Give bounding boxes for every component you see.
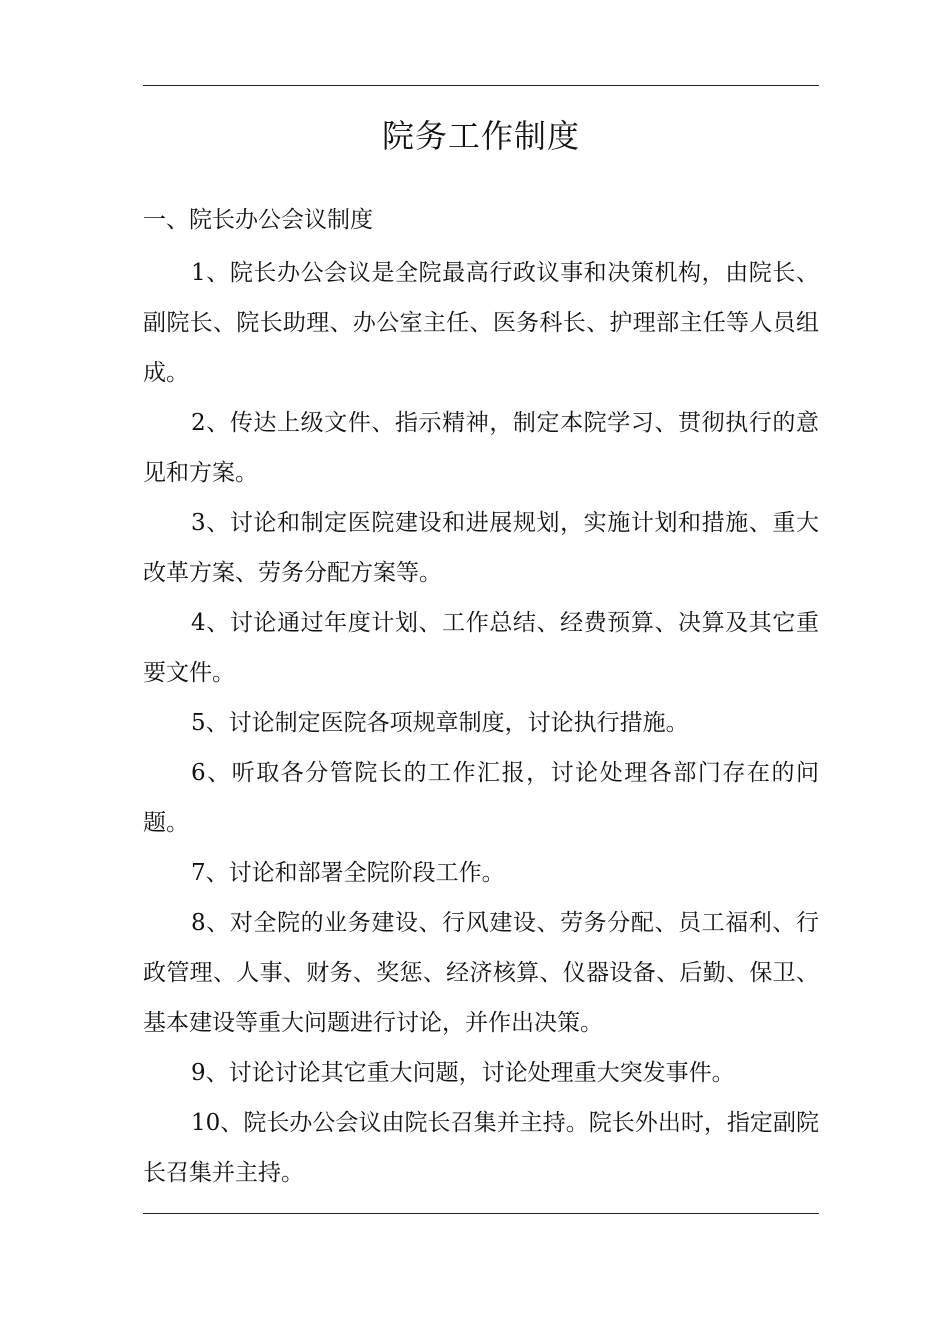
paragraph-7: 7、讨论和部署全院阶段工作。 <box>191 860 505 886</box>
document-title: 院务工作制度 <box>381 117 580 155</box>
paragraph-2: 2、传达上级文件、指示精神，制定本院学习、贯彻执行的意见和方案。 <box>143 410 819 486</box>
paragraph-8: 8、对全院的业务建设、行风建设、劳务分配、员工福利、行政管理、人事、财务、奖惩、经济核算、仪器设备、后勤、保卫、基本建设等重大问题进行讨论，并作出决策。 <box>143 910 819 1036</box>
paragraph-5: 5、讨论制定医院各项规章制度，讨论执行措施。 <box>191 710 689 736</box>
section-heading: 一、院长办公会议制度 <box>143 207 373 233</box>
paragraph-4: 4、讨论通过年度计划、工作总结、经费预算、决算及其它重要文件。 <box>143 610 819 686</box>
paragraph-6: 6、听取各分管院长的工作汇报，讨论处理各部门存在的问题。 <box>143 760 819 836</box>
paragraph-3: 3、讨论和制定医院建设和进展规划，实施计划和措施、重大改革方案、劳务分配方案等。 <box>143 510 819 586</box>
paragraph-1: 1、院长办公会议是全院最高行政议事和决策机构，由院长、副院长、院长助理、办公室主任、医务科长、护理部主任等人员组成。 <box>143 260 819 386</box>
document-body <box>143 198 819 1198</box>
footer-rule <box>143 1213 819 1214</box>
paragraph-9: 9、讨论讨论其它重大问题，讨论处理重大突发事件。 <box>191 1060 735 1086</box>
header-rule <box>143 85 819 86</box>
paragraph-10: 10、院长办公会议由院长召集并主持。院长外出时，指定副院长召集并主持。 <box>143 1110 819 1186</box>
